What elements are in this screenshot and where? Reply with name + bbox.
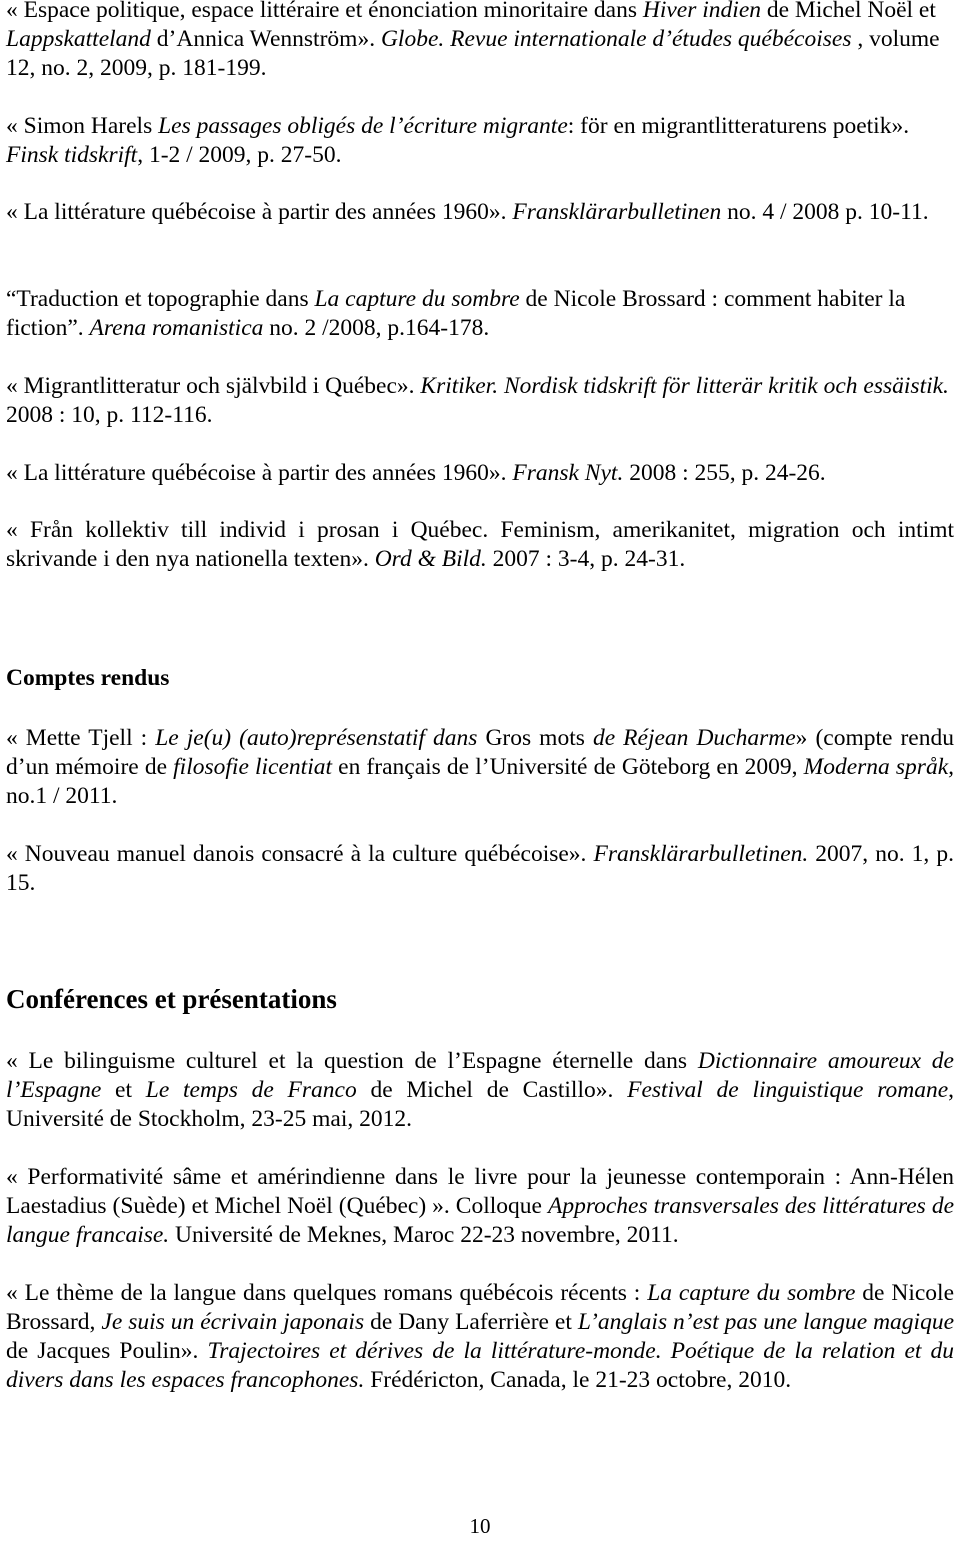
section-heading-comptes-rendus: Comptes rendus: [6, 665, 170, 691]
italic-text-run: Moderna språk,: [803, 754, 955, 780]
italic-text-run: Lappskatteland: [6, 26, 151, 52]
conference-entry: [6, 1163, 954, 1250]
text-run: « La littérature québécoise à partir des années 1960».: [6, 199, 513, 225]
text-run: 2007, no. 1, p. 15.: [6, 841, 954, 896]
publication-entry: [6, 112, 954, 170]
text-run: 2008 : 10, p. 112-116.: [6, 402, 213, 428]
italic-text-run: Ord & Bild.: [374, 546, 487, 572]
text-run: 2007 : 3-4, p. 24-31.: [486, 546, 686, 572]
italic-text-run: Fransk Nyt.: [512, 460, 624, 486]
text-run: d’Annica Wennström».: [150, 26, 381, 52]
text-run: de Nicole Brossard,: [6, 1280, 954, 1335]
conference-entry: [6, 1047, 954, 1134]
text-run: de Dany Laferrière et: [364, 1309, 578, 1335]
italic-text-run: Les passages obligés de l’écriture migrante: [158, 113, 568, 139]
text-run: de Michel Noël et: [761, 0, 936, 23]
text-run: de Jacques Poulin».: [6, 1338, 208, 1364]
text-run: « Migrantlitteratur och självbild i Québec».: [6, 373, 421, 399]
italic-text-run: Globe. Revue internationale d’études québécoises: [380, 26, 852, 52]
text-run: « Espace politique, espace littéraire et énonciation minoritaire dans: [6, 0, 643, 23]
italic-text-run: Le temps de Franco: [145, 1077, 357, 1103]
review-entry: [6, 840, 954, 898]
italic-text-run: L’anglais n’est pas une langue magique: [577, 1309, 955, 1335]
italic-text-run: filosofie licentiat: [173, 754, 333, 780]
text-run: « Simon Harels: [6, 113, 159, 139]
text-run: , Université de Stockholm, 23-25 mai, 2012.: [6, 1077, 955, 1132]
text-run: Frédéricton, Canada, le 21-23 octobre, 2010.: [364, 1367, 792, 1393]
italic-text-run: Finsk tidskrift: [6, 142, 138, 168]
italic-text-run: Hiver indien: [642, 0, 761, 23]
text-run: « Performativité sâme et amérindienne dans le livre pour la jeunesse contemporain : Ann-Hélen Laestadius (Suède) et Michel Noël (Québec) ». Colloque: [6, 1164, 954, 1219]
text-run: , 1-2 / 2009, p. 27-50.: [137, 142, 342, 168]
text-run: » (compte rendu d’un mémoire de: [6, 725, 954, 780]
italic-text-run: Arena romanistica: [89, 315, 264, 341]
text-run: : för en migrantlitteraturens poetik».: [567, 113, 910, 139]
publication-entry: [6, 516, 954, 574]
text-run: « Nouveau manuel danois consacré à la culture québécoise».: [6, 841, 594, 867]
section-heading-conferences: Conférences et présentations: [6, 984, 337, 1014]
text-run: “Traduction et topographie dans: [6, 286, 315, 312]
publication-entry: [6, 0, 954, 83]
text-run: Gros mots: [477, 725, 593, 751]
italic-text-run: Trajectoires et dérives de la littérature-monde. Poétique de la relation et du divers dans les espaces francophones.: [6, 1338, 955, 1393]
italic-text-run: de Réjean Ducharme: [592, 725, 796, 751]
text-run: no. 4 / 2008 p. 10-11.: [721, 199, 929, 225]
italic-text-run: Je suis un écrivain japonais: [101, 1309, 365, 1335]
text-run: de Nicole Brossard : comment habiter la fiction”.: [6, 286, 906, 341]
italic-text-run: Fransklärarbulletinen: [512, 199, 722, 225]
text-run: no.1 / 2011.: [6, 783, 118, 809]
page-number: 10: [469, 1514, 491, 1538]
publication-entry: [6, 285, 954, 343]
italic-text-run: La capture du sombre: [314, 286, 520, 312]
text-run: , volume 12, no. 2, 2009, p. 181-199.: [6, 26, 940, 81]
review-entry: [6, 724, 954, 811]
italic-text-run: Kritiker. Nordisk tidskrift för litterär kritik och essäistik.: [420, 373, 949, 399]
publication-entry: [6, 198, 954, 227]
text-run: « Le thème de la langue dans quelques romans québécois récents :: [6, 1280, 648, 1306]
text-run: et: [101, 1077, 146, 1103]
text-run: « Le bilinguisme culturel et la question de l’Espagne éternelle dans: [6, 1048, 698, 1074]
italic-text-run: La capture du sombre: [647, 1280, 856, 1306]
publication-entry: [6, 459, 954, 488]
text-run: Université de Meknes, Maroc 22-23 novembre, 2011.: [169, 1222, 679, 1248]
italic-text-run: Le je(u) (auto)représenstatif dans: [155, 725, 478, 751]
italic-text-run: Fransklärarbulletinen.: [593, 841, 809, 867]
italic-text-run: Approches transversales des littératures de langue francaise.: [6, 1193, 954, 1248]
italic-text-run: Festival de linguistique romane: [627, 1077, 949, 1103]
text-run: « Från kollektiv till individ i prosan i Québec. Feminism, amerikanitet, migration och intimt skrivande i den nya nationella texten».: [6, 517, 954, 572]
conference-entry: [6, 1279, 954, 1395]
text-run: no. 2 /2008, p.164-178.: [263, 315, 490, 341]
publication-entry: [6, 372, 954, 430]
text-run: « La littérature québécoise à partir des années 1960».: [6, 460, 513, 486]
text-run: 2008 : 255, p. 24-26.: [623, 460, 826, 486]
text-run: en français de l’Université de Göteborg en 2009,: [332, 754, 804, 780]
italic-text-run: Dictionnaire amoureux de l’Espagne: [6, 1048, 954, 1103]
text-run: « Mette Tjell :: [6, 725, 156, 751]
text-run: de Michel de Castillo».: [356, 1077, 628, 1103]
